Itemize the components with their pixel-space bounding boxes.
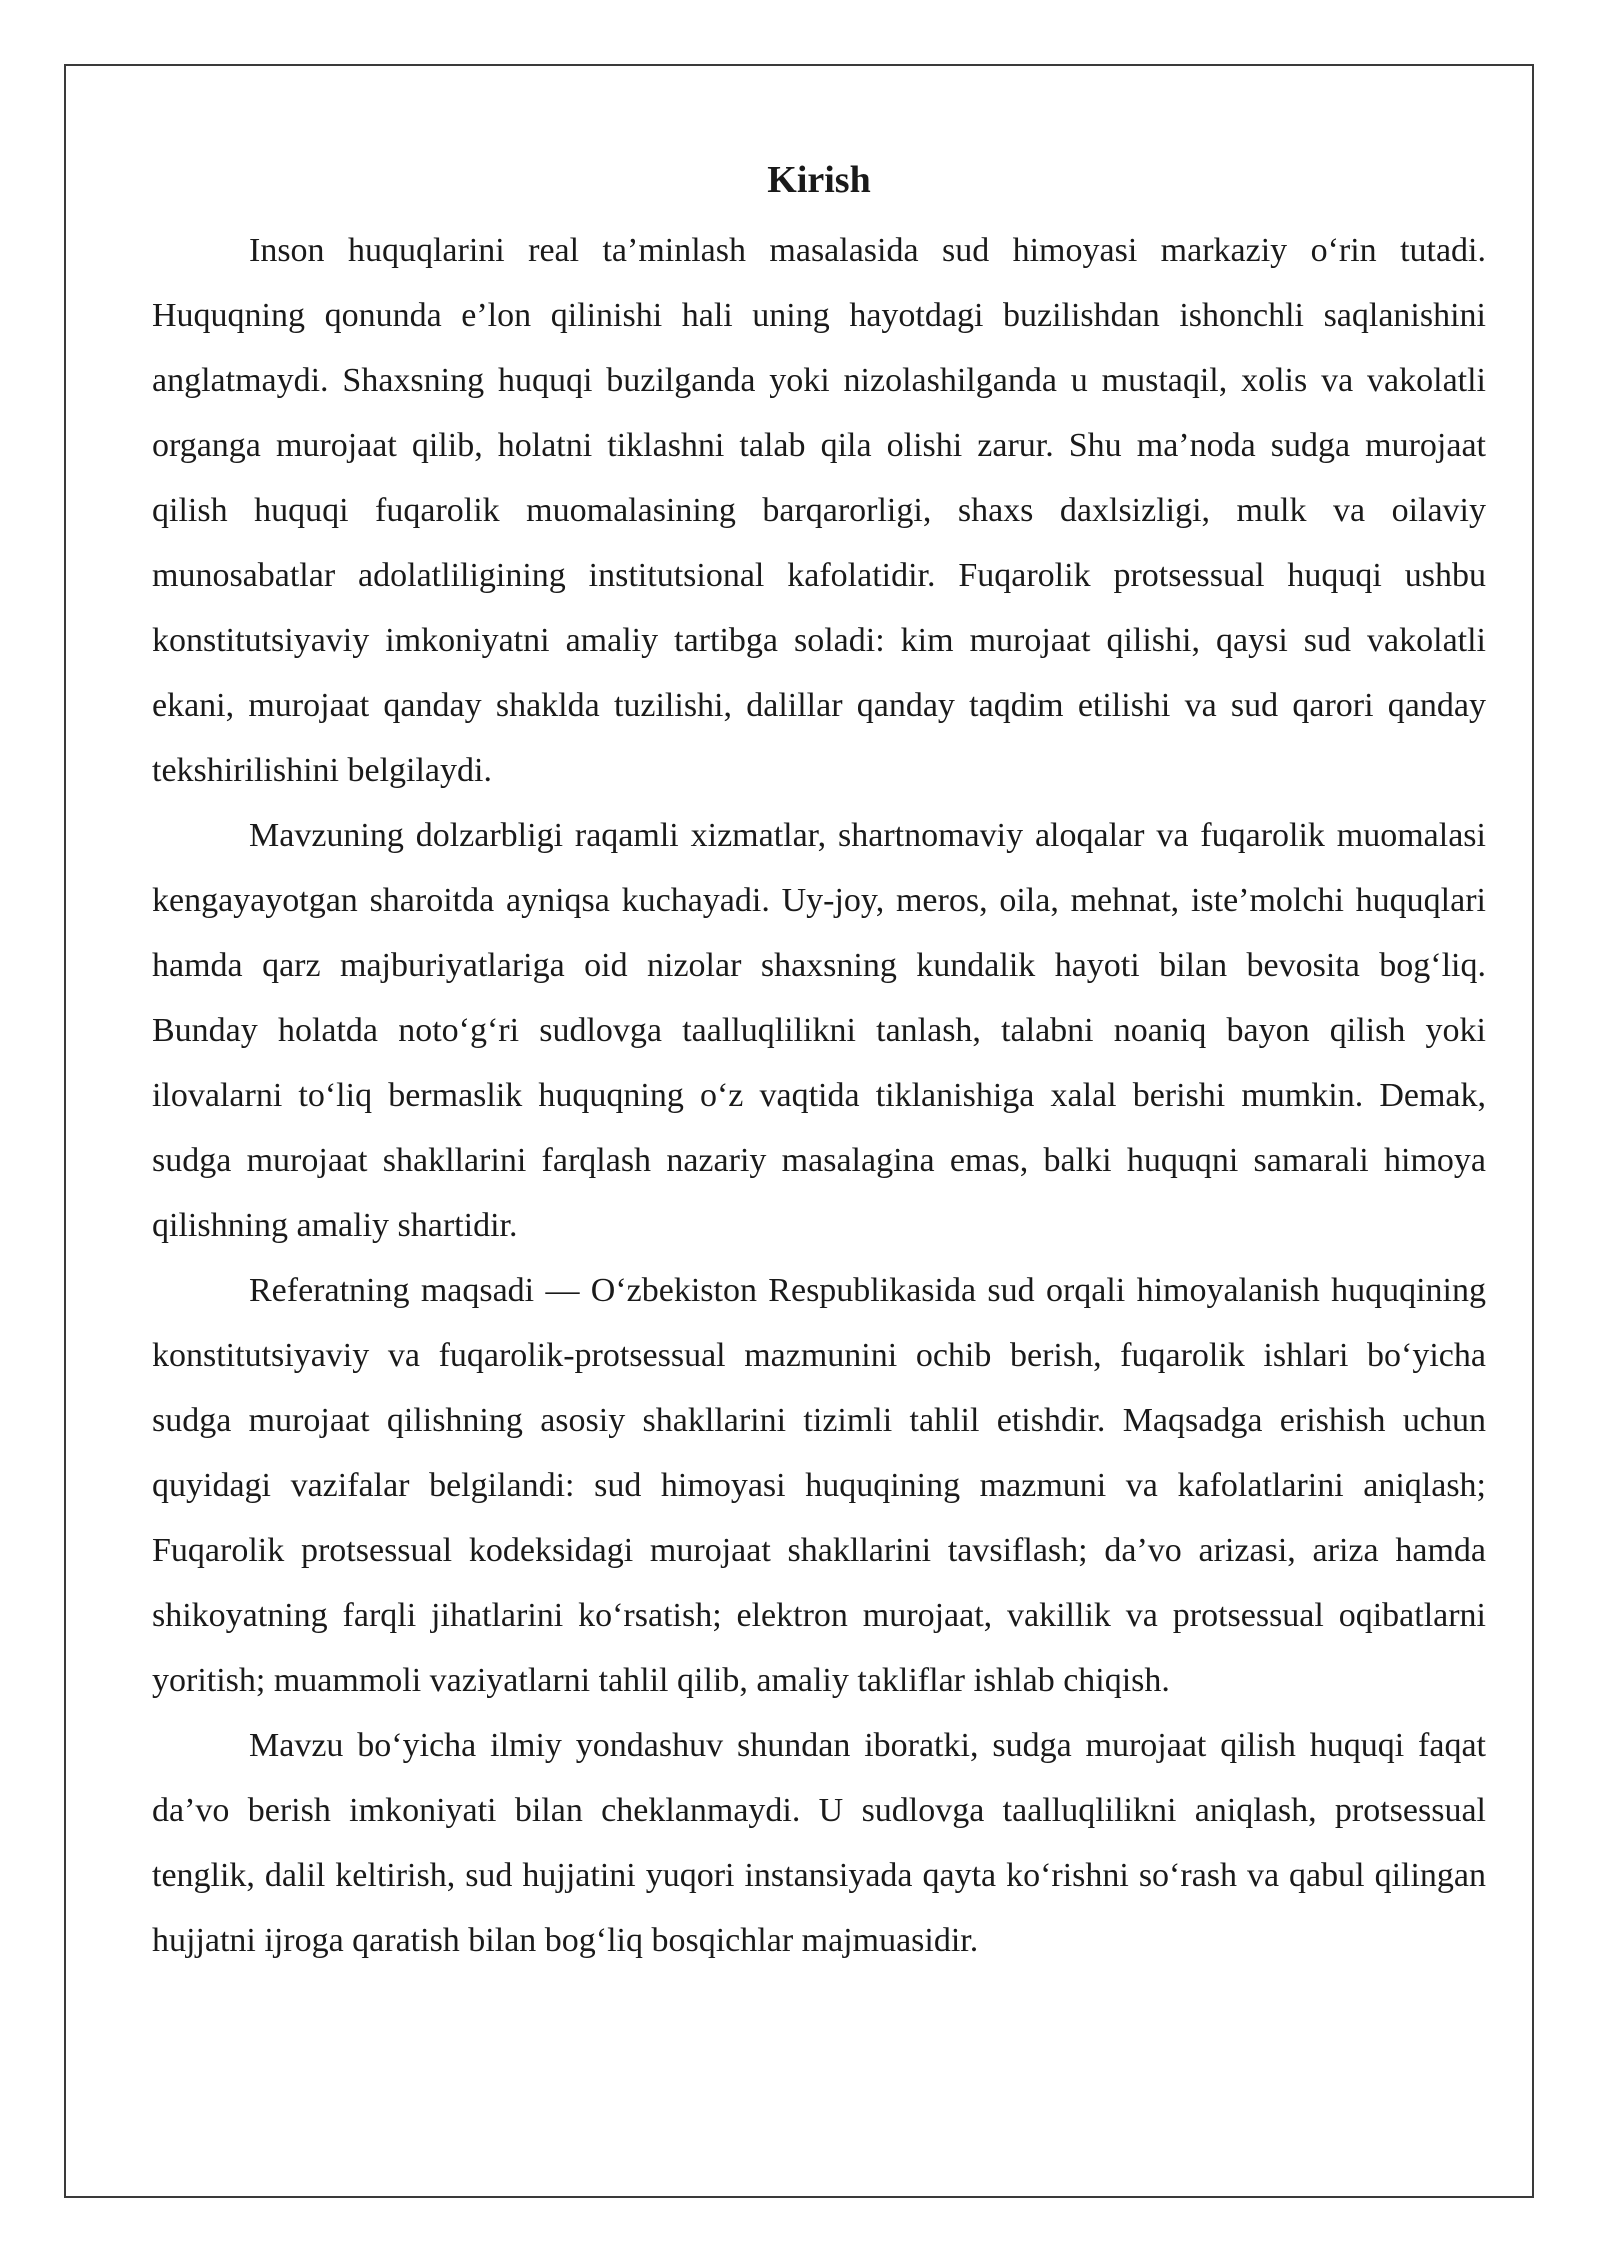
paragraph-relevance: Mavzuning dolzarbligi raqamli xizmatlar, shartnomaviy aloqalar va fuqarolik muomalasi kengayayotgan sharoitda ayniqsa kuchayadi. Uy-joy, meros, oila, mehnat, iste’molchi huquqlari hamda qarz majburiyatlariga oid nizolar shaxsning kundalik hayoti bilan bevosita bog‘liq. Bunday holatda noto‘g‘ri sudlovga taalluqlilikni tanlash, talabni noaniq bayon qilish yoki ilovalarni to‘liq bermaslik huquqning o‘z vaqtida tiklanishiga xalal berishi mumkin. Demak, sudga murojaat shakllarini farqlash nazariy masalagina emas, balki huquqni samarali himoya qilishning amaliy shartidir.: [152, 817, 1486, 1244]
document-body: [152, 150, 1486, 1973]
paragraph-introduction: Inson huquqlarini real ta’minlash masalasida sud himoyasi markaziy o‘rin tutadi. Huquqning qonunda e’lon qilinishi hali uning hayotdagi buzilishdan ishonchli saqlanishini anglatmaydi. Shaxsning huquqi buzilganda yoki nizolashilganda u mustaqil, xolis va vakolatli organga murojaat qilib, holatni tiklashni talab qila olishi zarur. Shu ma’noda sudga murojaat qilish huquqi fuqarolik muomalasining barqarorligi, shaxs daxlsizligi, mulk va oilaviy munosabatlar adolatliligining institutsional kafolatidir. Fuqarolik protsessual huquqi ushbu konstitutsiyaviy imkoniyatni amaliy tartibga soladi: kim murojaat qilishi, qaysi sud vakolatli ekani, murojaat qanday shaklda tuzilishi, dalillar qanday taqdim etilishi va sud qarori qanday tekshirilishini belgilaydi.: [152, 232, 1486, 789]
paragraph-approach: Mavzu bo‘yicha ilmiy yondashuv shundan iboratki, sudga murojaat qilish huquqi faqat da’vo berish imkoniyati bilan cheklanmaydi. U sudlovga taalluqlilikni aniqlash, protsessual tenglik, dalil keltirish, sud hujjatini yuqori instansiyada qayta ko‘rishni so‘rash va qabul qilingan hujjatni ijroga qaratish bilan bog‘liq bosqichlar majmuasidir.: [152, 1727, 1486, 1959]
paragraph-purpose: Referatning maqsadi — O‘zbekiston Respublikasida sud orqali himoyalanish huquqining konstitutsiyaviy va fuqarolik-protsessual mazmunini ochib berish, fuqarolik ishlari bo‘yicha sudga murojaat qilishning asosiy shakllarini tizimli tahlil etishdir. Maqsadga erishish uchun quyidagi vazifalar belgilandi: sud himoyasi huquqining mazmuni va kafolatlarini aniqlash; Fuqarolik protsessual kodeksidagi murojaat shakllarini tavsiflash; da’vo arizasi, ariza hamda shikoyatning farqli jihatlarini ko‘rsatish; elektron murojaat, vakillik va protsessual oqibatlarni yoritish; muammoli vaziyatlarni tahlil qilib, amaliy takliflar ishlab chiqish.: [152, 1272, 1486, 1699]
page-title: Kirish: [767, 159, 871, 201]
